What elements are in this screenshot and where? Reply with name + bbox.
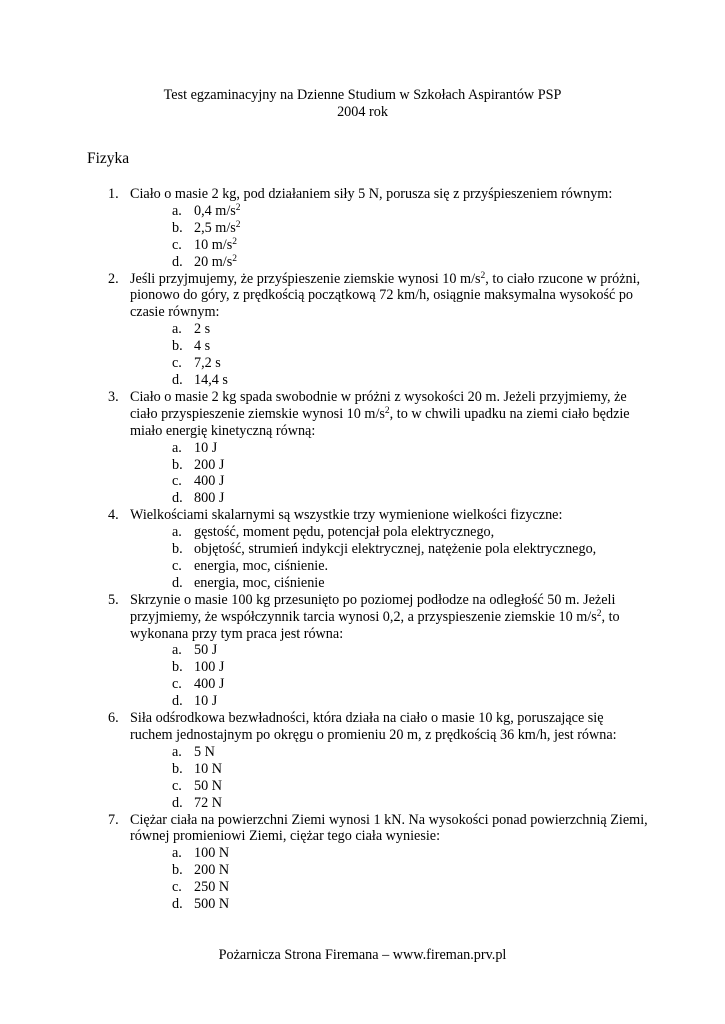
answer-option xyxy=(130,372,648,389)
question-item xyxy=(108,710,648,811)
section-heading: Fizyka xyxy=(87,150,130,167)
option-text: energia, moc, ciśnienie. xyxy=(194,557,329,574)
answer-option xyxy=(130,778,648,795)
answer-options xyxy=(130,203,648,271)
answer-option xyxy=(130,220,648,237)
option-text: 4 s xyxy=(194,338,211,355)
option-letter: b. xyxy=(172,760,183,777)
option-letter: b. xyxy=(172,219,183,236)
option-text: 400 J xyxy=(194,676,225,693)
option-text: 200 N xyxy=(194,862,230,879)
answer-option xyxy=(130,355,648,372)
answer-option xyxy=(130,524,648,541)
option-text: 250 N xyxy=(194,879,230,896)
answer-option xyxy=(130,575,648,592)
option-text: 50 J xyxy=(194,642,218,659)
option-text: 400 J xyxy=(194,473,225,490)
option-letter: b. xyxy=(172,456,183,473)
answer-option xyxy=(130,541,648,558)
question-item xyxy=(108,271,648,389)
question-item xyxy=(108,507,648,592)
answer-options xyxy=(130,321,648,389)
option-text: 20 m/s xyxy=(194,253,233,270)
answer-option xyxy=(130,457,648,474)
question-text: Ciało o masie 2 kg, pod działaniem siły 5 N, porusza się z przyśpieszeniem równym: xyxy=(130,186,613,202)
option-letter: b. xyxy=(172,338,183,355)
answer-option xyxy=(130,321,648,338)
answer-options xyxy=(130,845,648,913)
option-text: 10 m/s xyxy=(194,236,233,253)
answer-option xyxy=(130,879,648,896)
question-item xyxy=(108,592,648,710)
option-letter: b. xyxy=(172,659,183,676)
option-letter: d. xyxy=(172,253,183,270)
answer-options xyxy=(130,642,648,710)
superscript-exponent: 2 xyxy=(596,608,602,619)
answer-option xyxy=(130,203,648,220)
question-number: 7. xyxy=(108,811,119,828)
question-list xyxy=(108,186,648,913)
question-text: Wielkościami skalarnymi są wszystkie trzy wymienione wielkości fizyczne: xyxy=(130,507,563,524)
option-text: 100 J xyxy=(194,659,225,676)
option-letter: a. xyxy=(172,321,182,338)
question-number: 5. xyxy=(108,591,119,608)
answer-option xyxy=(130,862,648,879)
answer-option xyxy=(130,761,648,778)
option-letter: b. xyxy=(172,541,183,558)
question-item xyxy=(108,389,648,507)
option-text: 2,5 m/s xyxy=(194,219,236,236)
superscript-exponent: 2 xyxy=(232,253,237,264)
answer-option xyxy=(130,693,648,710)
superscript-exponent: 2 xyxy=(384,405,390,416)
option-text: 800 J xyxy=(194,490,225,507)
question-text: Skrzynie o masie 100 kg przesunięto po poziomej podłodze na odległość 50 m. Jeżeli przyjmiemy, że współczynnik tarcia wynosi 0,2, a przyspieszenie ziemskie 10 $m/s^2$, to wykonana przy tym praca jest równa: xyxy=(130,591,620,642)
answer-options xyxy=(130,744,648,812)
question-text: Siła odśrodkowa bezwładności, która działa na ciało o masie 10 kg, poruszające się ruchem jednostajnym po okręgu o promieniu 20 m, z prędkością 36 km/h, jest równa: xyxy=(130,710,617,743)
option-letter: c. xyxy=(172,676,182,693)
answer-option xyxy=(130,896,648,913)
document-title: Test egzaminacyjny na Dzienne Studium w Szkołach Aspirantów PSP xyxy=(163,87,562,103)
superscript-exponent: 2 xyxy=(235,202,241,213)
option-letter: a. xyxy=(172,439,182,456)
option-letter: d. xyxy=(172,574,183,591)
answer-option xyxy=(130,558,648,575)
option-text: 200 J xyxy=(194,456,225,473)
answer-option xyxy=(130,744,648,761)
option-letter: c. xyxy=(172,236,182,253)
answer-option xyxy=(130,440,648,457)
answer-option xyxy=(130,845,648,862)
option-text: 10 J xyxy=(194,693,218,710)
question-number: 2. xyxy=(108,270,119,287)
answer-option xyxy=(130,659,648,676)
option-letter: d. xyxy=(172,693,183,710)
option-letter: a. xyxy=(172,642,182,659)
answer-option xyxy=(130,473,648,490)
answer-options xyxy=(130,440,648,508)
answer-option xyxy=(130,254,648,271)
option-text: energia, moc, ciśnienie xyxy=(194,574,325,591)
question-number: 1. xyxy=(108,186,119,202)
superscript-exponent: 2 xyxy=(235,219,241,230)
option-letter: d. xyxy=(172,371,183,388)
option-text: 10 N xyxy=(194,760,222,777)
option-letter: c. xyxy=(172,355,182,372)
option-text: 0,4 m/s xyxy=(194,202,236,219)
option-letter: a. xyxy=(172,845,182,862)
option-text: 50 N xyxy=(194,777,222,794)
answer-option xyxy=(130,490,648,507)
option-letter: b. xyxy=(172,862,183,879)
option-letter: c. xyxy=(172,473,182,490)
superscript-exponent: 2 xyxy=(480,270,486,281)
option-letter: d. xyxy=(172,794,183,811)
option-text: objętość, strumień indykcji elektrycznej, natężenie pola elektrycznego, xyxy=(194,541,597,558)
option-letter: d. xyxy=(172,490,183,507)
question-text: Ciało o masie 2 kg spada swobodnie w próżni z wysokości 20 m. Jeżeli przyjmiemy, że ciało przyspieszenie ziemskie wynosi 10 $m/s^2$, to w chwili upadku na ziemi ciało będzie miało energię kinetyczną równą: xyxy=(130,388,630,439)
question-text: Jeśli przyjmujemy, że przyśpieszenie ziemskie wynosi 10 $m/s^2$, to ciało rzucone w próżni, pionowo do góry, z prędkością początkową 72 km/h, osiągnie maksymalna wysokość po czasie równym: xyxy=(130,270,641,321)
option-letter: a. xyxy=(172,743,182,760)
option-text: 14,4 s xyxy=(194,371,228,388)
question-number: 6. xyxy=(108,710,119,727)
page-footer: Pożarnicza Strona Firemana – www.fireman.prv.pl xyxy=(218,947,507,963)
question-item xyxy=(108,186,648,271)
option-text: gęstość, moment pędu, potencjał pola elektrycznego, xyxy=(194,524,495,541)
answer-option xyxy=(130,237,648,254)
option-letter: d. xyxy=(172,896,183,913)
option-letter: c. xyxy=(172,879,182,896)
superscript-exponent: 2 xyxy=(232,236,237,247)
question-item xyxy=(108,812,648,913)
option-text: 2 s xyxy=(194,321,211,338)
option-text: 7,2 s xyxy=(194,355,221,372)
question-number: 4. xyxy=(108,507,119,524)
option-text: 500 N xyxy=(194,896,230,913)
answer-option xyxy=(130,642,648,659)
option-letter: a. xyxy=(172,202,182,219)
document-year: 2004 rok xyxy=(337,104,388,120)
answer-option xyxy=(130,795,648,812)
option-text: 5 N xyxy=(194,743,215,760)
answer-options xyxy=(130,524,648,592)
option-letter: c. xyxy=(172,557,182,574)
option-text: 10 J xyxy=(194,439,218,456)
option-letter: c. xyxy=(172,777,182,794)
option-text: 100 N xyxy=(194,845,230,862)
answer-option xyxy=(130,338,648,355)
question-text: Ciężar ciała na powierzchni Ziemi wynosi 1 kN. Na wysokości ponad powierzchnią Ziemi, równej promieniowi Ziemi, ciężar tego ciała wyniesie: xyxy=(130,811,648,845)
option-letter: a. xyxy=(172,524,182,541)
answer-option xyxy=(130,676,648,693)
question-number: 3. xyxy=(108,388,119,405)
option-text: 72 N xyxy=(194,794,222,811)
